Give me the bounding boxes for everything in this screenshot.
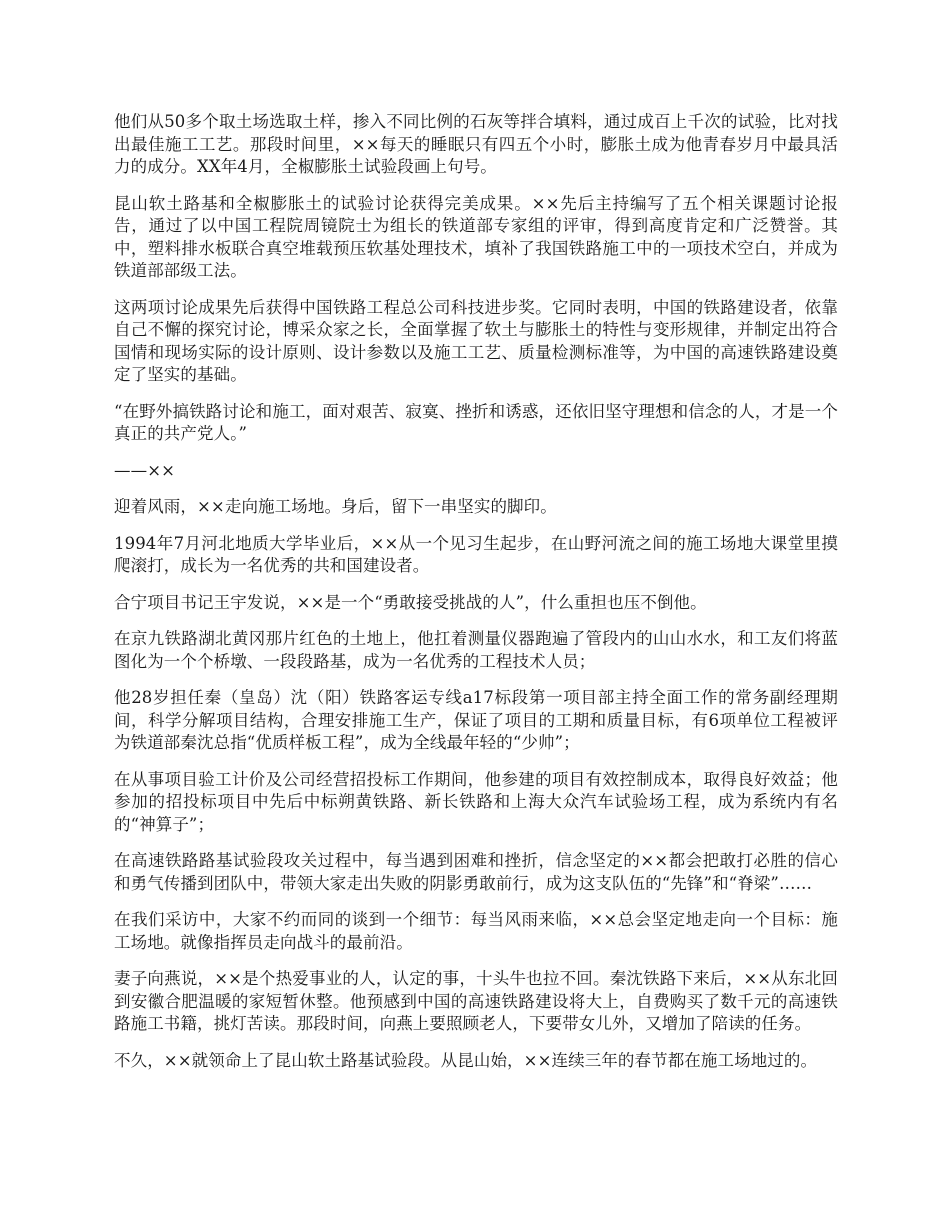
- document-body: [114, 111, 838, 1086]
- paragraph-6: 迎着风雨，××走向施工场地。身后，留下一串坚实的脚印。: [114, 497, 557, 516]
- paragraph-12: 在高速铁路路基试验段攻关过程中，每当遇到困难和挫折，信念坚定的××都会把敢打必胜的信心和勇气传播到团队中，带领大家走出失败的阴影勇敢前行，成为这支队伍的“先锋”和“脊梁”……: [114, 851, 838, 893]
- paragraph-14: 妻子向燕说，××是个热爱事业的人，认定的事，十头牛也拉不回。秦沈铁路下来后，××从东北回到安徽合肥温暖的家短暂休整。他预感到中国的高速铁路建设将大上，自费购买了数千元的高速铁路施工书籍，挑灯苦读。那段时间，向燕上要照顾老人，下要带女儿外，又增加了陪读的任务。: [114, 969, 838, 1033]
- paragraph-10: 他28岁担任秦（皇岛）沈（阳）铁路客运专线a17标段第一项目部主持全面工作的常务副经理期间，科学分解项目结构，合理安排施工生产，保证了项目的工期和质量目标，有6项单位工程被评为铁道部秦沈总指“优质样板工程”，成为全线最年轻的“少帅”；: [114, 688, 838, 752]
- paragraph-11: 在从事项目验工计价及公司经营招投标工作期间，他参建的项目有效控制成本，取得良好效益；他参加的招投标项目中先后中标朔黄铁路、新长铁路和上海大众汽车试验场工程，成为系统内有名的“神算子”；: [114, 769, 838, 834]
- paragraph-7: 1994年7月河北地质大学毕业后，××从一个见习生起步，在山野河流之间的施工场地大课堂里摸爬滚打，成长为一名优秀的共和国建设者。: [114, 533, 838, 575]
- paragraph-8: 合宁项目书记王宇发说，××是一个“勇敢接受挑战的人”，什么重担也压不倒他。: [114, 592, 707, 612]
- quote-attribution: ——××: [114, 460, 176, 480]
- paragraph-13: 在我们采访中，大家不约而同的谈到一个细节：每当风雨来临，××总会坚定地走向一个目标：施工场地。就像指挥员走向战斗的最前沿。: [114, 910, 838, 952]
- paragraph-2: 昆山软土路基和全椒膨胀土的试验讨论获得完美成果。××先后主持编写了五个相关课题讨论报告，通过了以中国工程院周镜院士为组长的铁道部专家组的评审，得到高度肯定和广泛赞誉。其中，塑料排水板联合真空堆载预压软基处理技术，填补了我国铁路施工中的一项技术空白，并成为铁道部部级工法。: [114, 193, 838, 280]
- paragraph-1: 他们从50多个取土场选取土样，掺入不同比例的石灰等拌合填料，通过成百上千次的试验，比对找出最佳施工工艺。那段时间里，××每天的睡眠只有四五个小时，膨胀土成为他青春岁月中最具活力的成分。XX年4月，全椒膨胀土试验段画上句号。: [114, 112, 838, 176]
- paragraph-15: 不久，××就领命上了昆山软土路基试验段。从昆山始，××连续三年的春节都在施工场地过的。: [114, 1050, 818, 1070]
- paragraph-3: 这两项讨论成果先后获得中国铁路工程总公司科技进步奖。它同时表明，中国的铁路建设者，依靠自己不懈的探究讨论，博采众家之长，全面掌握了软土与膨胀土的特性与变形规律，并制定出符合国情和现场实际的设计原则、设计参数以及施工工艺、质量检测标准等，为中国的高速铁路建设奠定了坚实的基础。: [114, 297, 838, 384]
- quote-paragraph: “在野外搞铁路讨论和施工，面对艰苦、寂寞、挫折和诱惑，还依旧坚守理想和信念的人，才是一个真正的共产党人。”: [114, 401, 838, 443]
- paragraph-9: 在京九铁路湖北黄冈那片红色的土地上，他扛着测量仪器跑遍了管段内的山山水水，和工友们将蓝图化为一个个桥墩、一段段路基，成为一名优秀的工程技术人员；: [114, 629, 838, 671]
